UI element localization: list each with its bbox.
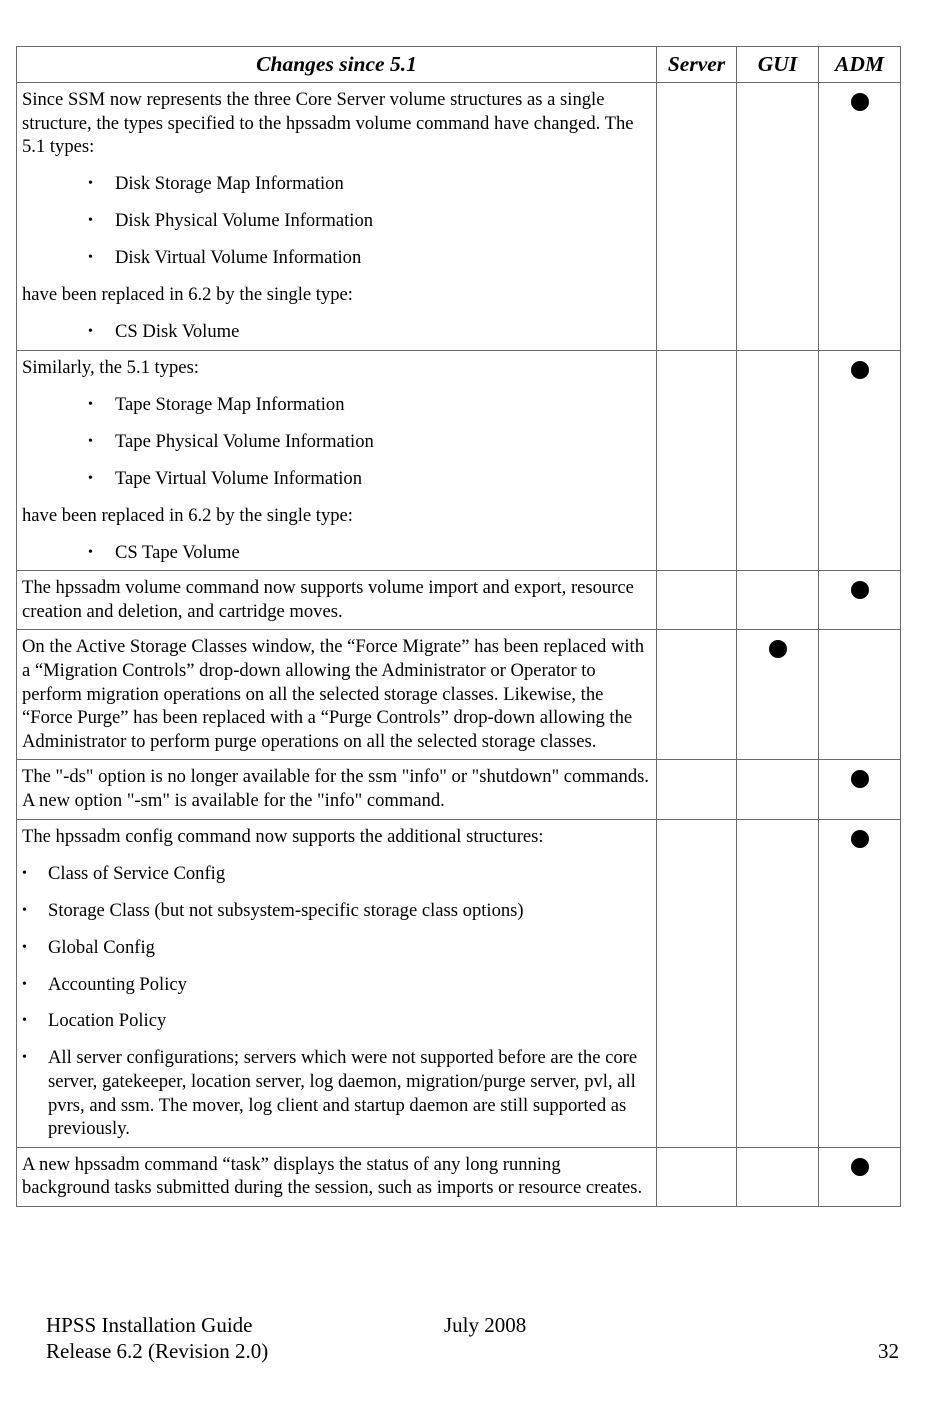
list-item: • Global Config <box>22 936 650 960</box>
table-header-row <box>17 47 901 83</box>
list-item: • All server configurations; servers which were not supported before are the core server, gatekeeper, location server, log daemon, migration/purge server, pvl, all pvrs, and ssm. The mover, log client and startup daemon are still supported as previously. <box>22 1046 650 1140</box>
gui-mark-cell <box>737 83 819 351</box>
footer-left <box>46 1312 268 1364</box>
header-gui: GUI <box>737 47 819 83</box>
row-intro-text: Similarly, the 5.1 types: <box>22 356 199 378</box>
table-row <box>17 350 901 571</box>
server-mark-cell <box>657 819 737 1147</box>
row-middle-text: have been replaced in 6.2 by the single type: <box>22 504 353 526</box>
list-item: • CS Tape Volume <box>22 541 650 565</box>
server-mark-cell <box>657 1147 737 1206</box>
table-row <box>17 819 901 1147</box>
list-item: • Disk Storage Map Information <box>22 172 650 196</box>
adm-mark-cell <box>819 630 901 760</box>
gui-mark-cell <box>737 350 819 571</box>
change-description: The hpssadm volume command now supports volume import and export, resource creation and deletion, and cartridge moves. <box>17 571 657 630</box>
bullet-list <box>22 172 650 270</box>
bullet-list <box>22 862 650 1141</box>
list-item: • Tape Physical Volume Information <box>22 430 650 454</box>
header-server: Server <box>657 47 737 83</box>
list-item: • Location Policy <box>22 1009 650 1033</box>
server-mark-cell <box>657 760 737 819</box>
list-item: • Tape Virtual Volume Information <box>22 467 650 491</box>
table-row <box>17 1147 901 1206</box>
server-mark-cell <box>657 571 737 630</box>
adm-mark-cell <box>819 819 901 1147</box>
footer-release: Release 6.2 (Revision 2.0) <box>46 1339 269 1363</box>
adm-mark-cell <box>819 760 901 819</box>
server-mark-cell <box>657 83 737 351</box>
change-description: The "-ds" option is no longer available for the ssm "info" or "shutdown" commands. A new option "-sm" is available for the "info" command. <box>17 760 657 819</box>
gui-mark-cell <box>737 760 819 819</box>
footer-guide-title: HPSS Installation Guide <box>46 1313 253 1337</box>
adm-mark-cell <box>819 1147 901 1206</box>
changes-table <box>16 46 901 1207</box>
header-changes: Changes since 5.1 <box>17 47 657 83</box>
filled-dot-icon <box>851 770 869 788</box>
change-description: On the Active Storage Classes window, the “Force Migrate” has been replaced with a “Migration Controls” drop-down allowing the Administrator or Operator to perform migration operations on all the selected storage classes. Likewise, the “Force Purge” has been replaced with a “Purge Controls” drop-down allowing the Administrator to perform purge operations on all the selected storage classes. <box>17 630 657 760</box>
gui-mark-cell <box>737 571 819 630</box>
table-row <box>17 571 901 630</box>
bullet-list <box>22 320 650 344</box>
list-item: • Disk Virtual Volume Information <box>22 246 650 270</box>
change-description <box>17 83 657 351</box>
header-adm: ADM <box>819 47 901 83</box>
list-item: • Storage Class (but not subsystem-specific storage class options) <box>22 899 650 923</box>
filled-dot-icon <box>851 830 869 848</box>
server-mark-cell <box>657 350 737 571</box>
bullet-list <box>22 393 650 491</box>
list-item: • Class of Service Config <box>22 862 650 886</box>
change-description <box>17 819 657 1147</box>
filled-dot-icon <box>851 93 869 111</box>
gui-mark-cell <box>737 630 819 760</box>
row-intro-text: The hpssadm config command now supports the additional structures: <box>22 825 544 847</box>
filled-dot-icon <box>851 1158 869 1176</box>
footer-date: July 2008 <box>444 1313 527 1337</box>
table-row <box>17 83 901 351</box>
bullet-list <box>22 541 650 565</box>
row-middle-text: have been replaced in 6.2 by the single type: <box>22 284 353 306</box>
list-item: • Accounting Policy <box>22 973 650 997</box>
change-description: A new hpssadm command “task” displays the status of any long running background tasks submitted during the session, such as imports or resource creates. <box>17 1147 657 1206</box>
change-description <box>17 350 657 571</box>
list-item: • CS Disk Volume <box>22 320 650 344</box>
filled-dot-icon <box>851 581 869 599</box>
server-mark-cell <box>657 630 737 760</box>
adm-mark-cell <box>819 83 901 351</box>
filled-dot-icon <box>851 361 869 379</box>
adm-mark-cell <box>819 571 901 630</box>
table-row <box>17 760 901 819</box>
page-number: 32 <box>878 1339 899 1363</box>
list-item: • Tape Storage Map Information <box>22 393 650 417</box>
row-intro-text: Since SSM now represents the three Core Server volume structures as a single structure, the types specified to the hpssadm volume command have changed. The 5.1 types: <box>22 89 634 158</box>
gui-mark-cell <box>737 1147 819 1206</box>
list-item: • Disk Physical Volume Information <box>22 209 650 233</box>
adm-mark-cell <box>819 350 901 571</box>
filled-dot-icon <box>769 640 787 658</box>
table-row <box>17 630 901 760</box>
gui-mark-cell <box>737 819 819 1147</box>
